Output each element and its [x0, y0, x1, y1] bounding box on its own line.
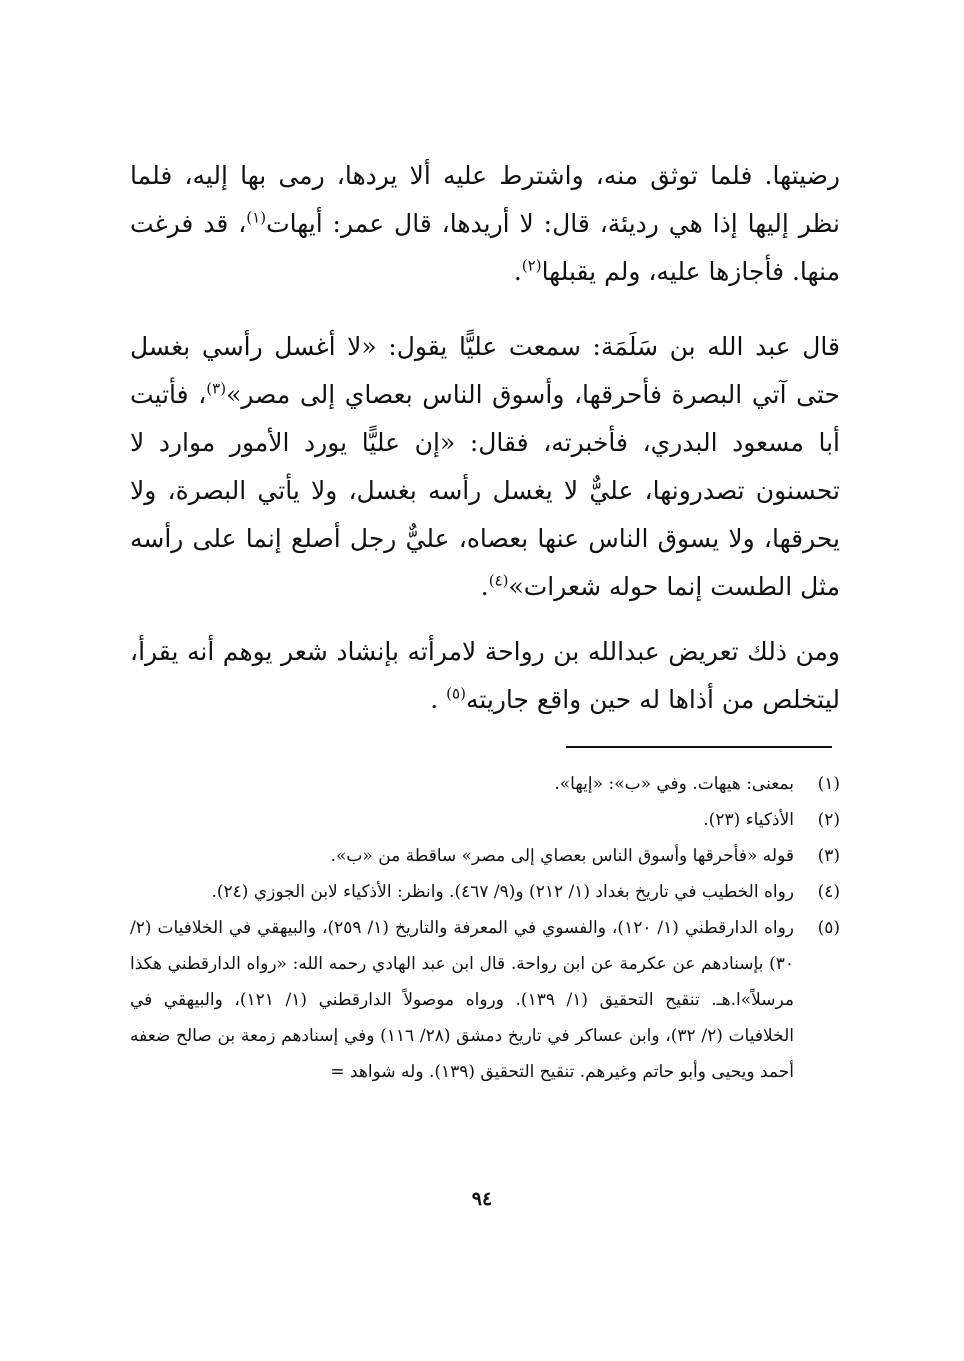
paragraph-2-text: قال عبد الله بن سَلَمَة: سمعت عليًّا يقول: «لا أغسل رأسي بغسل حتى آتي البصرة فأحرقها، وأسوق الناس بعصاي إلى مصر» [130, 332, 840, 409]
footnote-2 [130, 802, 840, 838]
footnote-ref-5[interactable]: (٥) [446, 684, 466, 703]
paragraph-3-text-b: . [430, 685, 447, 714]
paragraph-1-text-c: . [513, 257, 522, 286]
footnote-divider [566, 746, 832, 748]
footnote-text: قوله «فأحرقها وأسوق الناس بعصاي إلى مصر» ساقطة من «ب». [330, 846, 794, 866]
footnote-text: بمعنى: هيهات. وفي «ب»: «إيها». [554, 774, 794, 794]
footnote-ref-3[interactable]: (٣) [206, 379, 227, 398]
footnote-3 [130, 838, 840, 874]
paragraph-2-text-b: ، فأتيت أبا مسعود البدري، فأخبرته، فقال: «إن عليًّا يورد الأمور موارد لا تحسنون تصدرونها، عليٌّ لا يغسل رأسه بغسل، ولا يأتي البصرة، ولا يحرقها، ولا يسوق الناس عنها بعصاه، عليٌّ رجل أصلع إنما على رأسه مثل الطست إنما حوله شعرات» [130, 380, 840, 601]
footnote-4 [130, 874, 840, 910]
footnotes [130, 766, 840, 1090]
footnote-text: الأذكياء (٢٣). [703, 810, 794, 830]
footnote-number: (٢) [817, 810, 840, 830]
footnote-number: (٣) [817, 846, 840, 866]
paragraph-1-text-b: ، قد فرغت منها. فأجازها عليه، ولم يقبلها [130, 209, 840, 286]
footnote-ref-2[interactable]: (٢) [521, 256, 542, 275]
paragraph-2-text-c: . [480, 572, 489, 601]
page-number: ٩٤ [471, 1188, 493, 1210]
paragraph-3-text: ومن ذلك تعريض عبدالله بن رواحة لامرأته بإنشاد شعر يوهم أنه يقرأ، ليتخلص من أذاها له حين واقع جاريته [130, 637, 840, 714]
paragraph-1-text: رضيتها. فلما توثق منه، واشترط عليه ألا يردها، رمى بها إليه، فلما نظر إليها إذا هي رديئة، قال: لا أريدها، قال عمر: أيهات [130, 161, 840, 238]
footnote-number: (١) [817, 774, 840, 794]
paragraph-3 [130, 628, 840, 724]
paragraph-1 [130, 152, 840, 296]
footnote-number: (٤) [817, 882, 840, 902]
footnote-1 [130, 766, 840, 802]
footnote-ref-1[interactable]: (١) [246, 208, 267, 227]
paragraph-2 [130, 323, 840, 611]
footnote-5 [130, 910, 840, 1090]
footnote-text: رواه الدارقطني (١/ ١٢٠)، والفسوي في المعرفة والتاريخ (١/ ٢٥٩)، والبيهقي في الخلافيات (٢/ ٣٠) بإسنادهم عن عكرمة عن ابن رواحة. قال ابن عبد الهادي رحمه الله: «رواه الدارقطني هكذا مرسلاً»ا.هـ. تنقيح التحقيق (١/ ١٣٩). ورواه موصولاً الدارقطني (١/ ١٢١)، والبيهقي في الخلافيات (٢/ ٣٢)، وابن عساكر في تاريخ دمشق (٢٨/ ١١٦) وفي إسنادهم زمعة بن صالح ضعفه أحمد ويحيى وأبو حاتم وغيرهم. تنقيح التحقيق (١٣٩). وله شواهد = [130, 918, 795, 1082]
footnote-ref-4[interactable]: (٤) [488, 571, 509, 590]
footnote-number: (٥) [817, 918, 840, 938]
footnote-text: رواه الخطيب في تاريخ بغداد (١/ ٢١٢) و(٩/ ٤٦٧). وانظر: الأذكياء لابن الجوزي (٢٤). [211, 882, 794, 902]
